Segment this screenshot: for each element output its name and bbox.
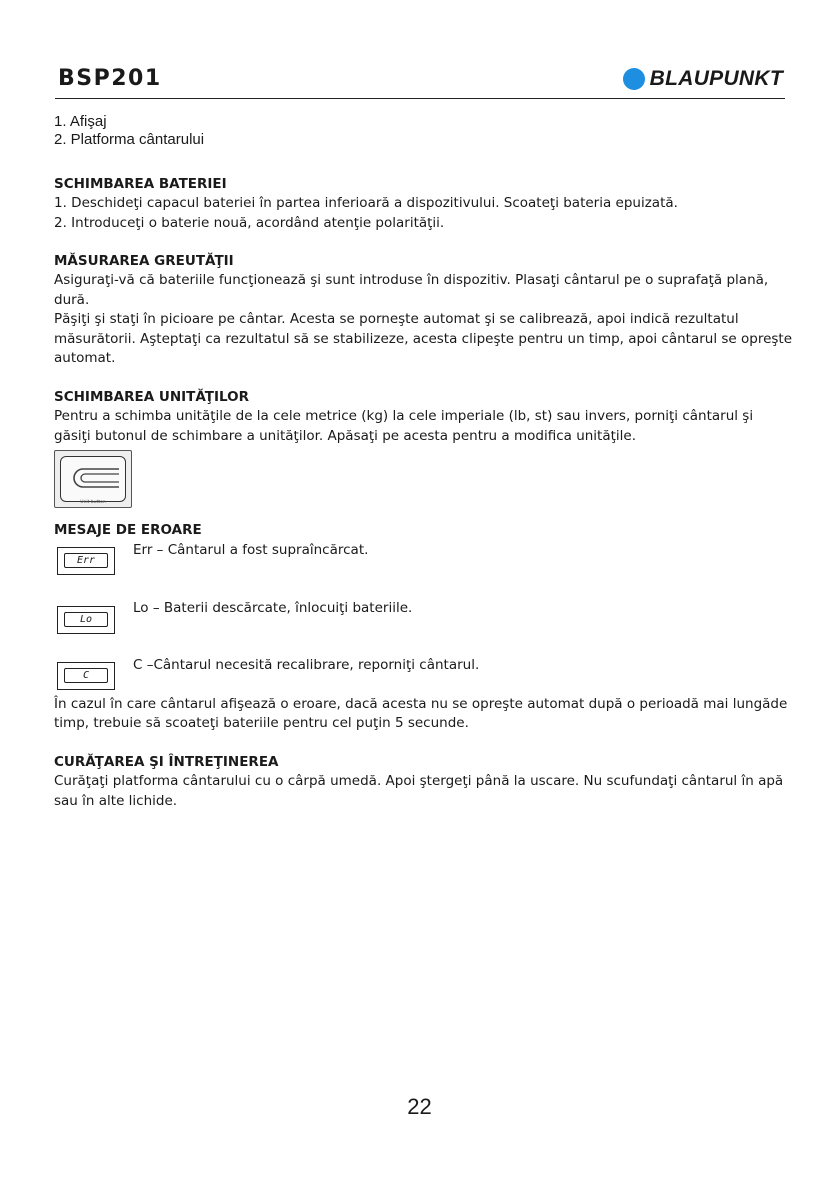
weight-heading: MĂSURAREA GREUTĂŢII (54, 253, 234, 269)
unit-button-icon (61, 457, 125, 501)
brand-logo (623, 66, 783, 92)
unit-button-label: Unit button (80, 500, 106, 505)
part-item: 1. Afişaj (54, 113, 107, 130)
brand-name: BLAUPUNKT (649, 67, 783, 90)
weight-paragraph: Păşiţi şi staţi în picioare pe cântar. Acesta se porneşte automat şi se calibrează, apoi indică rezultatul măsurătorii. Aşteptaţi ca rezultatul să se stabilizeze, acesta clipeşte pentru un timp, apoi cântarul se opreşte automat. (54, 311, 793, 367)
battery-step: 1. Deschideţi capacul bateriei în partea inferioară a dispozitivului. Scoateţi bateria epuizată. (54, 195, 678, 212)
page-number: 22 (407, 1094, 432, 1119)
page-header (55, 64, 785, 99)
unit-button-illustration (54, 450, 132, 508)
error-note-text: În cazul în care cântarul afişează o eroare, dacă acesta nu se opreşte automat după o perioadă mai lungăde timp, trebuie să scoateţi bateriile pentru cel puţin 5 secunde. (54, 696, 788, 732)
error-display-err (57, 547, 115, 575)
units-paragraph: Pentru a schimba unităţile de la cele metrice (kg) la cele imperiale (lb, st) sau invers, porniţi cântarul şi găsiţi butonul de schimbare a unităţilor. Apăsaţi pe acesta pentru a modifica unităţile. (54, 408, 754, 444)
part-item: 2. Platforma cântarului (54, 131, 205, 148)
error-display-c (57, 662, 115, 690)
lcd-readout: Lo (64, 612, 108, 627)
cleaning-section (54, 753, 794, 811)
battery-section (54, 175, 794, 233)
weight-section (54, 252, 794, 368)
error-display-lo (57, 606, 115, 634)
units-heading: SCHIMBAREA UNITĂŢILOR (54, 389, 250, 405)
cleaning-paragraph: Curăţaţi platforma cântarului cu o cârpă umedă. Apoi ştergeţi până la uscare. Nu scufundaţi cântarul în apă sau în alte lichide. (54, 773, 784, 809)
brand-dot-icon (623, 68, 645, 90)
parts-list (54, 113, 204, 149)
units-section (54, 388, 794, 446)
lcd-readout: Err (64, 553, 108, 568)
error-note (54, 695, 794, 734)
error-message: Err – Cântarul a fost supraîncărcat. (133, 542, 369, 558)
error-message: C –Cântarul necesită recalibrare, reporniţi cântarul. (133, 657, 480, 673)
lcd-readout: C (64, 668, 108, 683)
battery-heading: SCHIMBAREA BATERIEI (54, 176, 227, 192)
battery-step: 2. Introduceţi o baterie nouă, acordând atenţie polarităţii. (54, 214, 445, 231)
errors-heading: MESAJE DE EROARE (54, 522, 202, 538)
error-message: Lo – Baterii descărcate, înlocuiţi bateriile. (133, 600, 413, 616)
weight-paragraph: Asiguraţi-vă că bateriile funcţionează şi sunt introduse în dispozitiv. Plasaţi cântarul pe o suprafaţă plană, dură. (54, 272, 769, 308)
model-name: BSP201 (58, 66, 162, 91)
cleaning-heading: CURĂŢAREA ŞI ÎNTREŢINEREA (54, 754, 279, 770)
